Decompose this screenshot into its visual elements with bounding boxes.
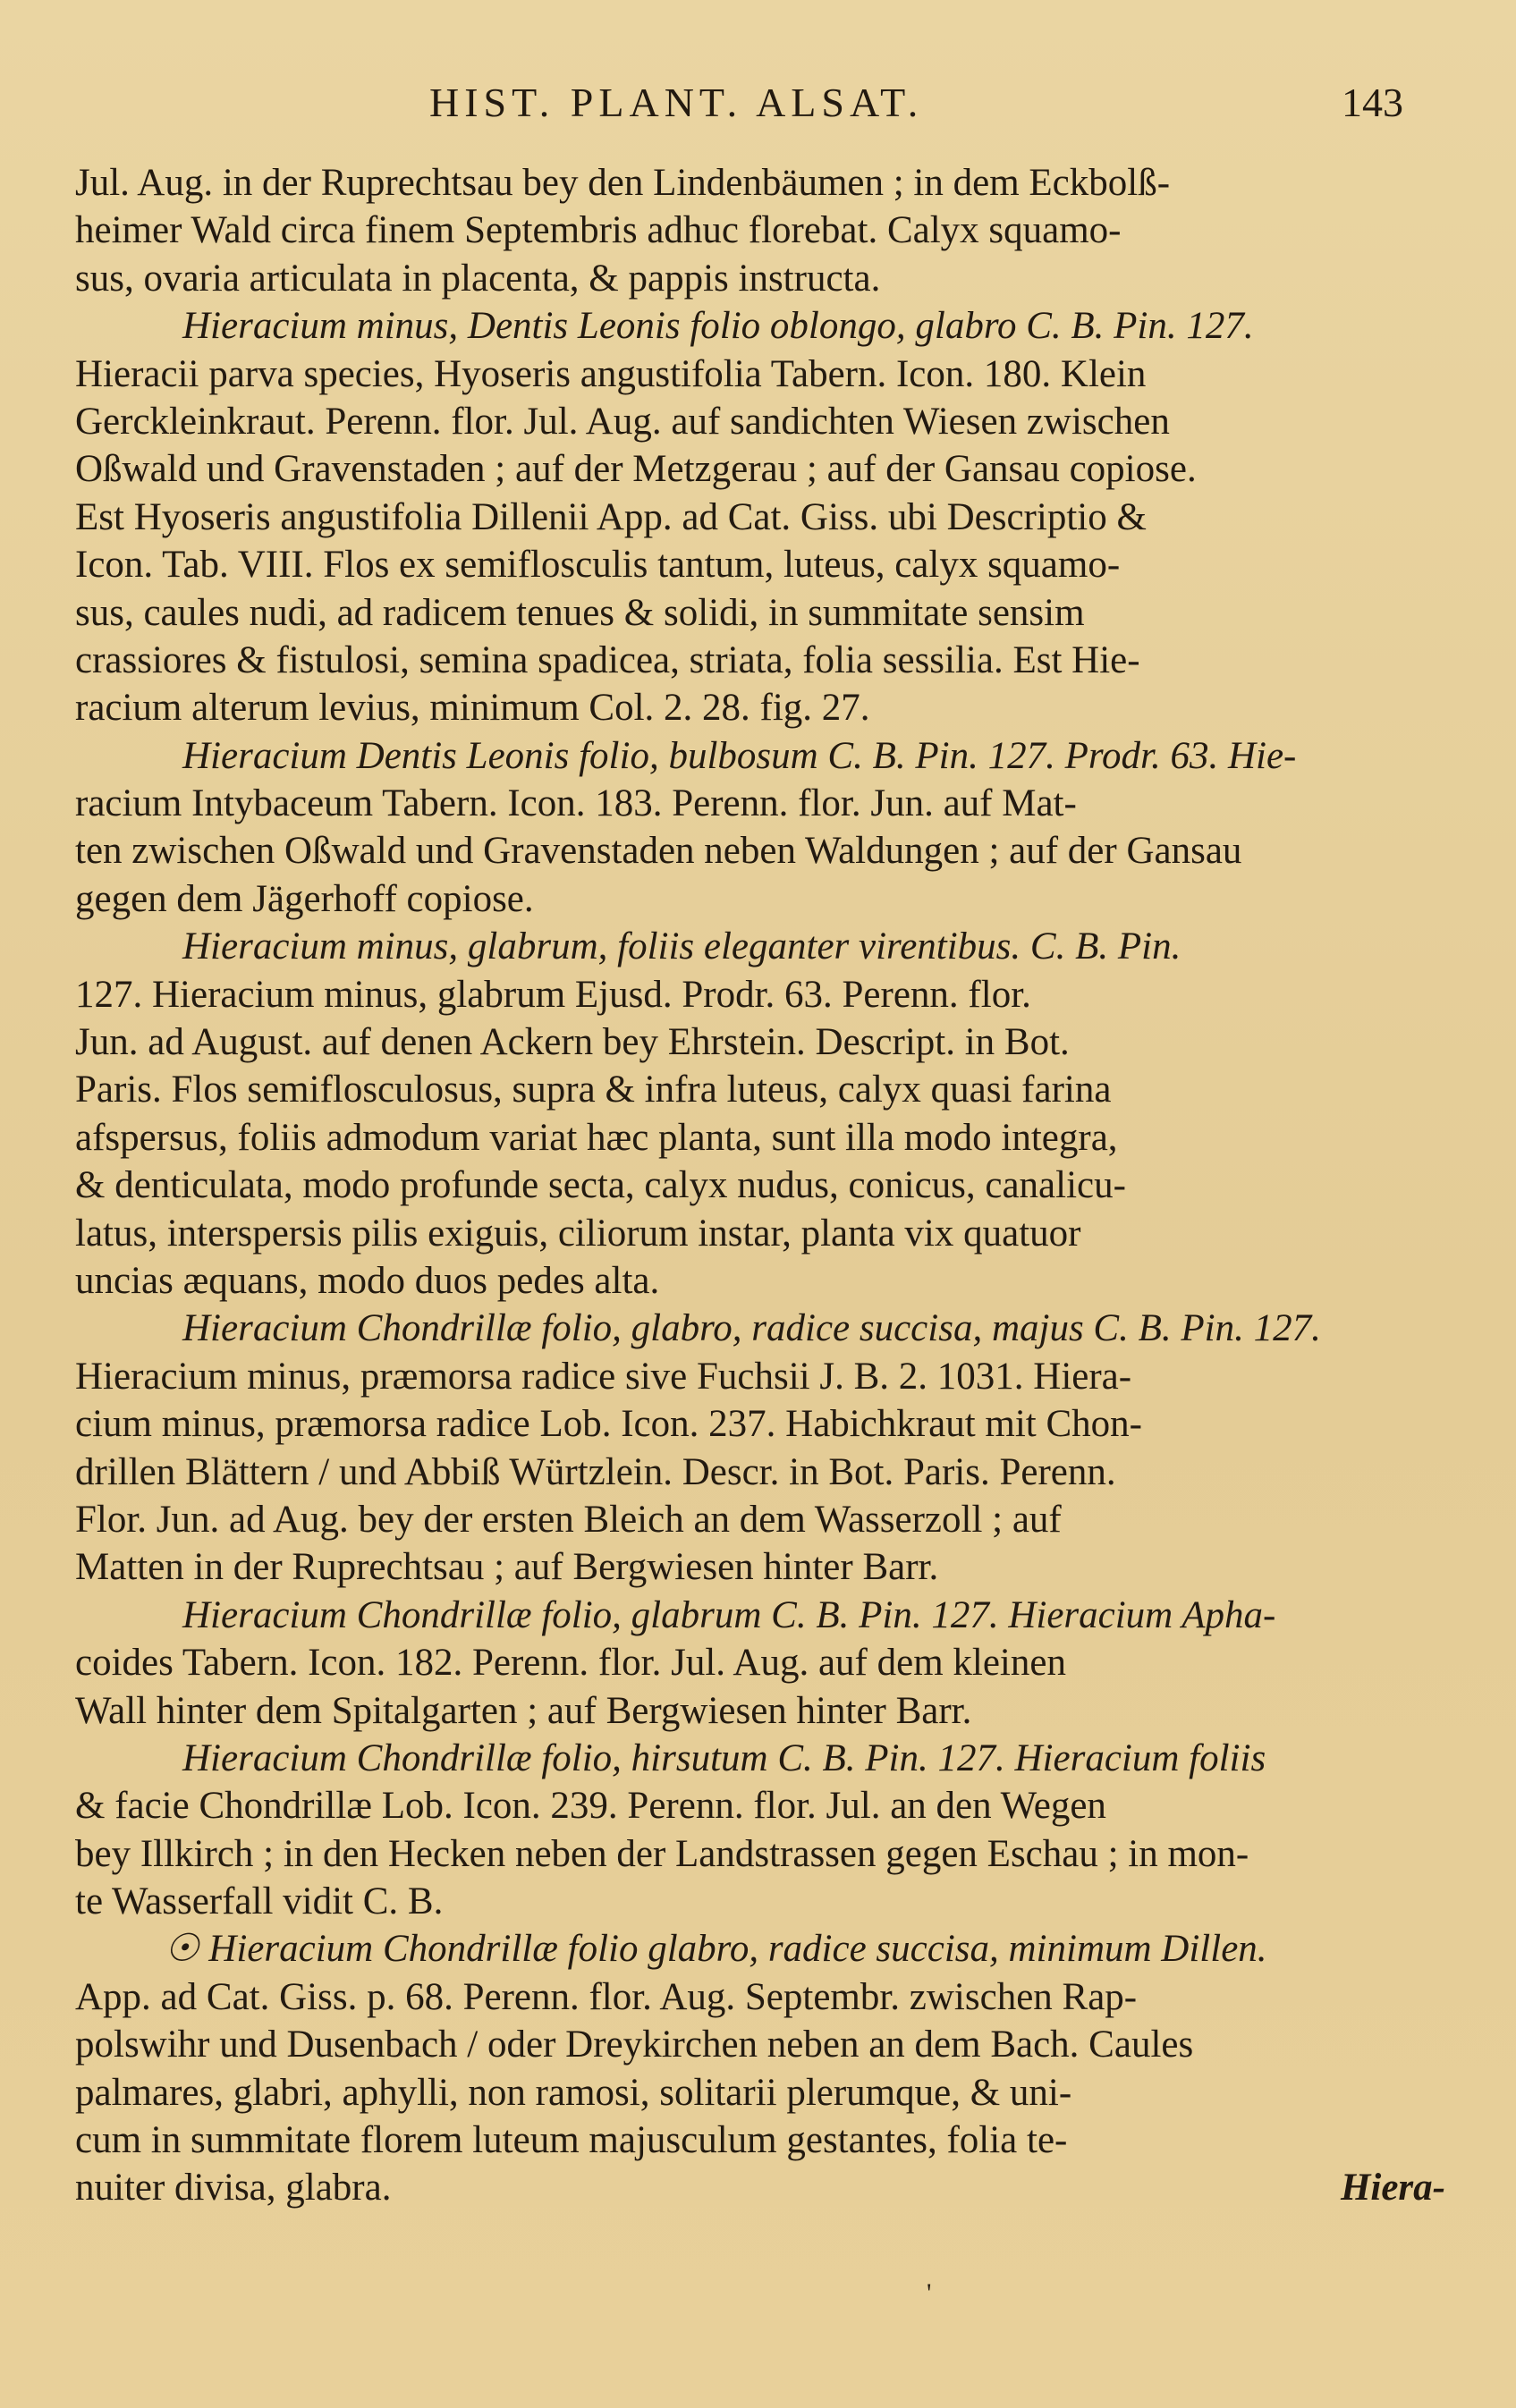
text-line: Oßwald und Gravenstaden ; auf der Metzgerau ; auf der Gansau copiose. [75,448,1197,491]
entry-heading: Hieracium minus, glabrum, foliis eleganter virentibus. C. B. Pin. [182,925,1181,968]
entry-heading: ☉ Hieracium Chondrillæ folio glabro, radice succisa, minimum Dillen. [165,1928,1267,1971]
text-line: Hieracium minus, præmorsa radice sive Fuchsii J. B. 2. 1031. Hiera- [75,1355,1132,1398]
text-line: Gerckleinkraut. Perenn. flor. Jul. Aug. auf sandichten Wiesen zwischen [75,400,1170,443]
running-head: HIST. PLANT. ALSAT. [429,80,924,125]
text-line: Flor. Jun. ad Aug. bey der ersten Bleich an dem Wasserzoll ; auf [75,1498,1062,1541]
text-line: Hieracii parva species, Hyoseris angustifolia Tabern. Icon. 180. Klein [75,352,1147,395]
entry-heading: Hieracium minus, Dentis Leonis folio oblongo, glabro C. B. Pin. 127. [182,305,1254,348]
text-line: bey Illkirch ; in den Hecken neben der Landstrassen gegen Eschau ; in mon- [75,1832,1249,1875]
page-number: 143 [1342,80,1403,125]
text-line: ten zwischen Oßwald und Gravenstaden neben Waldungen ; auf der Gansau [75,830,1242,873]
text-line: Wall hinter dem Spitalgarten ; auf Bergwiesen hinter Barr. [75,1689,972,1732]
text-line: Jun. ad August. auf denen Ackern bey Ehrstein. Descript. in Bot. [75,1021,1070,1064]
text-line: uncias æquans, modo duos pedes alta. [75,1259,660,1302]
text-line: Paris. Flos semiflosculosus, supra & infra luteus, calyx quasi farina [75,1069,1112,1111]
text-line: latus, interspersis pilis exiguis, ciliorum instar, planta vix quatuor [75,1212,1081,1255]
text-line: & denticulata, modo profunde secta, calyx nudus, conicus, canalicu- [75,1164,1126,1207]
entry-heading: Hieracium Chondrillæ folio, hirsutum C. B. Pin. 127. Hieracium foliis [182,1736,1266,1779]
entry-heading: Hieracium Chondrillæ folio, glabro, radice succisa, majus C. B. Pin. 127. [182,1307,1321,1350]
text-line: afspersus, foliis admodum variat hæc planta, sunt illa modo integra, [75,1116,1118,1159]
text-line: nuiter divisa, glabra. [75,2167,392,2209]
text-line: crassiores & fistulosi, semina spadicea, striata, folia sessilia. Est Hie- [75,638,1140,681]
entry-heading: Hieracium Chondrillæ folio, glabrum C. B. Pin. 127. Hieracium Apha- [182,1593,1276,1636]
text-line: Est Hyoseris angustifolia Dillenii App. ad Cat. Giss. ubi Descriptio & [75,495,1147,538]
text-line: gegen dem Jägerhoff copiose. [75,877,534,920]
text-line: coides Tabern. Icon. 182. Perenn. flor. Jul. Aug. auf dem kleinen [75,1642,1066,1685]
page-header [0,79,1516,141]
text-line: Jul. Aug. in der Ruprechtsau bey den Lindenbäumen ; in dem Eckbolß- [75,162,1171,204]
text-line: polswihr und Dusenbach / oder Dreykirchen neben an dem Bach. Caules [75,2024,1194,2066]
text-line: palmares, glabri, aphylli, non ramosi, solitarii plerumque, & uni- [75,2071,1072,2114]
text-line: Matten in der Ruprechtsau ; auf Bergwiesen hinter Barr. [75,1546,939,1589]
text-line: racium alterum levius, minimum Col. 2. 28. fig. 27. [75,687,870,730]
text-line: heimer Wald circa finem Septembris adhuc florebat. Calyx squamo- [75,209,1122,252]
signature-mark: ' [927,2278,932,2308]
text-line: racium Intybaceum Tabern. Icon. 183. Perenn. flor. Jun. auf Mat- [75,782,1077,825]
page-body [75,159,1445,2212]
text-line: App. ad Cat. Giss. p. 68. Perenn. flor. Aug. Septembr. zwischen Rap- [75,1975,1138,2018]
text-line: sus, caules nudi, ad radicem tenues & solidi, in summitate sensim [75,591,1085,634]
text-line: cum in summitate florem luteum majusculum gestantes, folia te- [75,2119,1068,2162]
text-line: Icon. Tab. VIII. Flos ex semiflosculis tantum, luteus, calyx squamo- [75,544,1121,587]
text-line: drillen Blättern / und Abbiß Würtzlein. Descr. in Bot. Paris. Perenn. [75,1450,1116,1493]
text-line: cium minus, præmorsa radice Lob. Icon. 237. Habichkraut mit Chon- [75,1403,1142,1446]
catchword: Hiera- [1340,2167,1445,2209]
text-line: sus, ovaria articulata in placenta, & pappis instructa. [75,257,881,300]
text-line: te Wasserfall vidit C. B. [75,1880,444,1923]
text-line: & facie Chondrillæ Lob. Icon. 239. Perenn. flor. Jul. an den Wegen [75,1785,1106,1828]
text-line: 127. Hieracium minus, glabrum Ejusd. Prodr. 63. Perenn. flor. [75,973,1031,1016]
entry-heading: Hieracium Dentis Leonis folio, bulbosum C. B. Pin. 127. Prodr. 63. Hie- [182,734,1297,777]
